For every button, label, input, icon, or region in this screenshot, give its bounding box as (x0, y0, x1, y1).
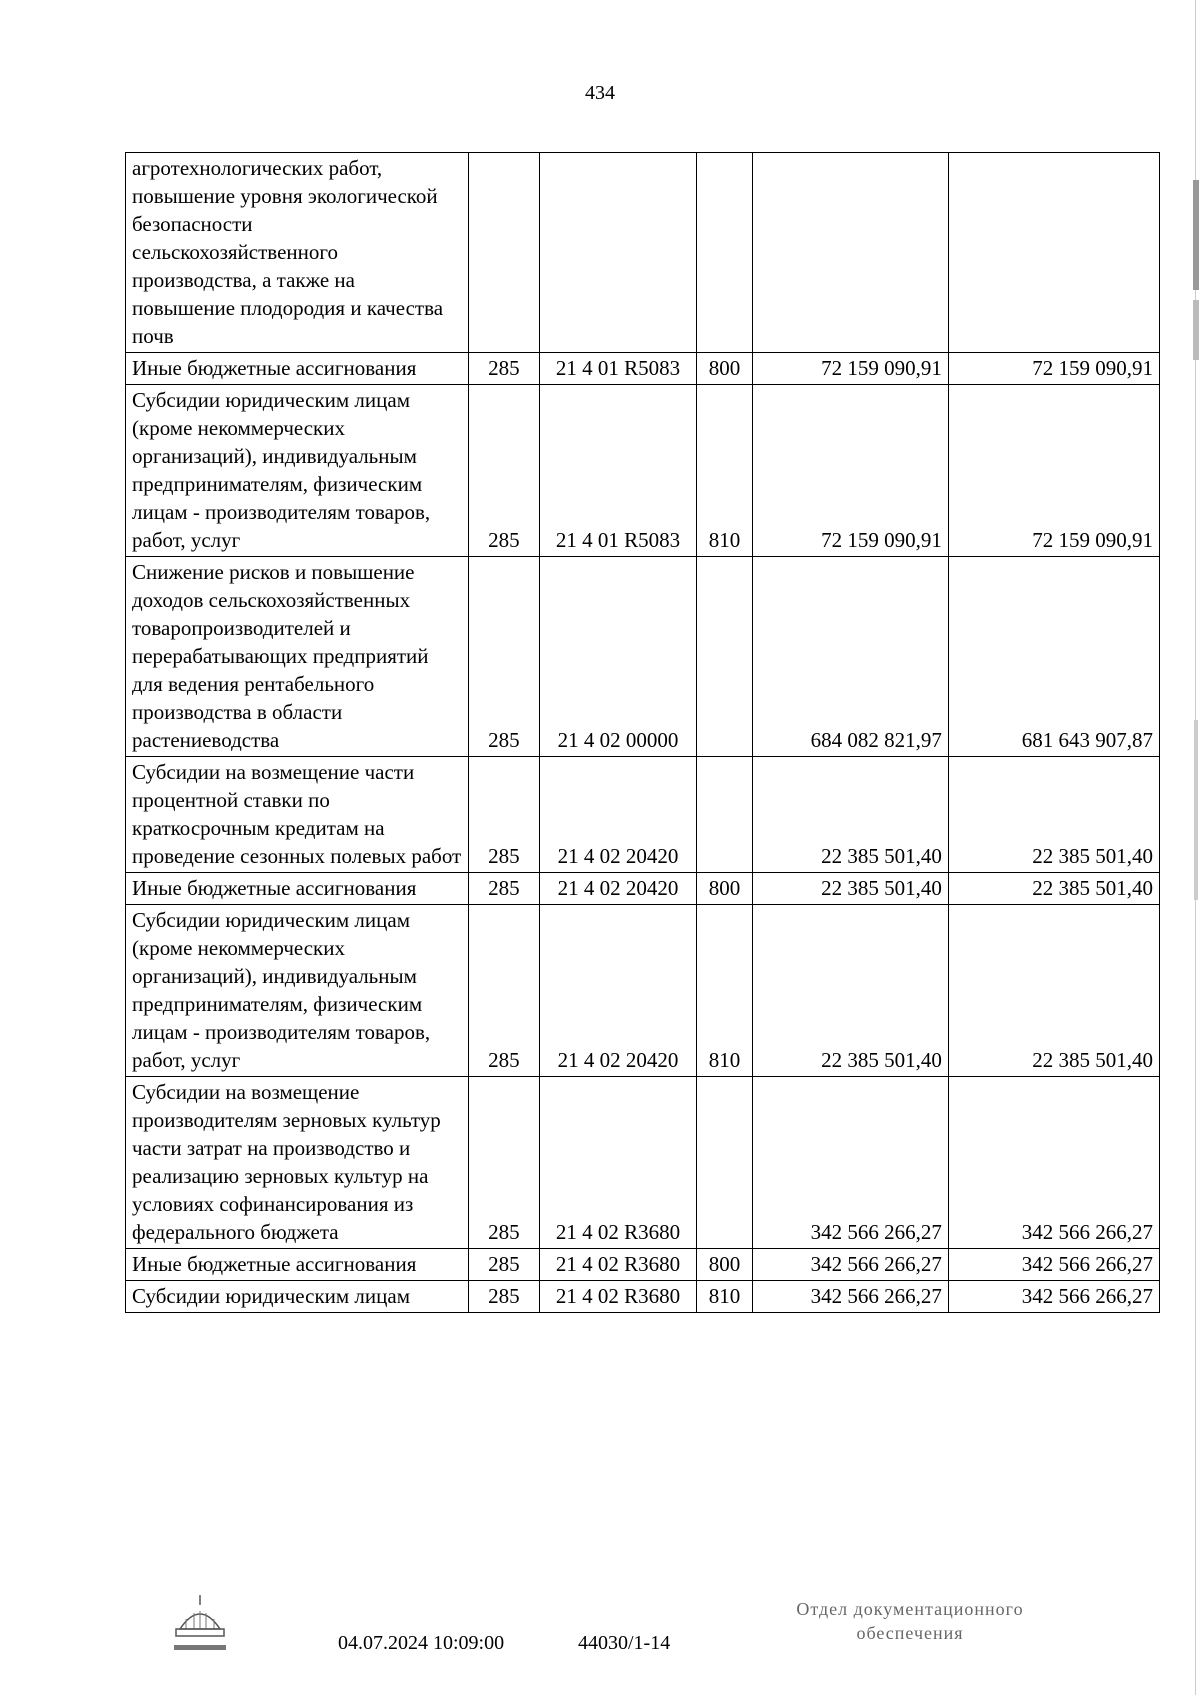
row-sum-2: 22 385 501,40 (948, 757, 1159, 873)
table-row (126, 905, 1160, 1077)
table-row (126, 1249, 1160, 1281)
row-vr: 800 (697, 1249, 752, 1281)
budget-table (125, 152, 1160, 1313)
row-vr (697, 757, 752, 873)
row-sum-1: 72 159 090,91 (752, 385, 948, 557)
scan-noise-icon (1192, 0, 1200, 1695)
row-ved: 285 (469, 905, 539, 1077)
footer-date: 04.07.2024 10:09:00 (338, 1632, 505, 1654)
row-vr: 800 (697, 353, 752, 385)
row-ved: 285 (469, 557, 539, 757)
footer-document-code: 44030/1-14 (578, 1632, 671, 1654)
row-vr: 810 (697, 385, 752, 557)
row-sum-2: 22 385 501,40 (948, 905, 1159, 1077)
table-row (126, 353, 1160, 385)
dome-icon (170, 1593, 230, 1659)
row-sum-1: 684 082 821,97 (752, 557, 948, 757)
row-csr: 21 4 01 R5083 (539, 385, 697, 557)
row-vr (697, 557, 752, 757)
row-description: Субсидии на возмещение производителям зерновых культур части затрат на производство и реализацию зерновых культур на условиях софинансирования из федерального бюджета (126, 1077, 469, 1249)
duma-logo (170, 1593, 230, 1659)
row-csr: 21 4 01 R5083 (539, 353, 697, 385)
row-description: Субсидии юридическим лицам (126, 1281, 469, 1313)
row-description: Снижение рисков и повышение доходов сельскохозяйственных товаропроизводителей и перерабатывающих предприятий для ведения рентабельного производства в области растениеводства (126, 557, 469, 757)
row-sum-2 (948, 153, 1159, 353)
row-csr: 21 4 02 20420 (539, 873, 697, 905)
table-row (126, 385, 1160, 557)
stamp-line-1: Отдел документационного (796, 1599, 1024, 1619)
row-sum-2: 72 159 090,91 (948, 353, 1159, 385)
department-stamp (760, 1597, 1060, 1645)
row-description: Субсидии на возмещение части процентной ставки по краткосрочным кредитам на проведение сезонных полевых работ (126, 757, 469, 873)
table-row (126, 873, 1160, 905)
table-row (126, 1077, 1160, 1249)
row-sum-1: 22 385 501,40 (752, 873, 948, 905)
row-description: агротехнологических работ, повышение уровня экологической безопасности сельскохозяйственного производства, а также на повышение плодородия и качества почв (126, 153, 469, 353)
row-sum-2: 342 566 266,27 (948, 1249, 1159, 1281)
row-vr (697, 153, 752, 353)
row-ved: 285 (469, 757, 539, 873)
row-csr: 21 4 02 R3680 (539, 1077, 697, 1249)
row-description: Субсидии юридическим лицам (кроме некоммерческих организаций), индивидуальным предпринимателям, физическим лицам - производителям товаров, работ, услуг (126, 385, 469, 557)
page-number: 434 (585, 82, 615, 104)
row-vr: 800 (697, 873, 752, 905)
row-ved: 285 (469, 1281, 539, 1313)
row-sum-2: 342 566 266,27 (948, 1077, 1159, 1249)
row-sum-1: 22 385 501,40 (752, 905, 948, 1077)
row-sum-1: 342 566 266,27 (752, 1281, 948, 1313)
table-row (126, 1281, 1160, 1313)
row-ved: 285 (469, 873, 539, 905)
row-description: Иные бюджетные ассигнования (126, 1249, 469, 1281)
row-csr: 21 4 02 R3680 (539, 1281, 697, 1313)
row-ved: 285 (469, 1249, 539, 1281)
row-vr: 810 (697, 905, 752, 1077)
row-ved: 285 (469, 353, 539, 385)
row-vr: 810 (697, 1281, 752, 1313)
stamp-line-2: обеспечения (856, 1623, 964, 1643)
row-description: Иные бюджетные ассигнования (126, 873, 469, 905)
row-ved: 285 (469, 385, 539, 557)
row-csr (539, 153, 697, 353)
row-sum-2: 681 643 907,87 (948, 557, 1159, 757)
row-sum-2: 342 566 266,27 (948, 1281, 1159, 1313)
row-sum-1: 22 385 501,40 (752, 757, 948, 873)
table-row (126, 153, 1160, 353)
row-sum-1: 342 566 266,27 (752, 1077, 948, 1249)
row-ved (469, 153, 539, 353)
row-sum-1: 72 159 090,91 (752, 353, 948, 385)
row-description: Иные бюджетные ассигнования (126, 353, 469, 385)
row-csr: 21 4 02 00000 (539, 557, 697, 757)
table-row (126, 557, 1160, 757)
row-csr: 21 4 02 R3680 (539, 1249, 697, 1281)
row-sum-2: 22 385 501,40 (948, 873, 1159, 905)
row-vr (697, 1077, 752, 1249)
row-sum-1 (752, 153, 948, 353)
table-row (126, 757, 1160, 873)
row-sum-1: 342 566 266,27 (752, 1249, 948, 1281)
row-ved: 285 (469, 1077, 539, 1249)
row-csr: 21 4 02 20420 (539, 905, 697, 1077)
row-sum-2: 72 159 090,91 (948, 385, 1159, 557)
row-csr: 21 4 02 20420 (539, 757, 697, 873)
row-description: Субсидии юридическим лицам (кроме некоммерческих организаций), индивидуальным предпринимателям, физическим лицам - производителям товаров, работ, услуг (126, 905, 469, 1077)
scan-edge-artifact (1192, 0, 1200, 1695)
